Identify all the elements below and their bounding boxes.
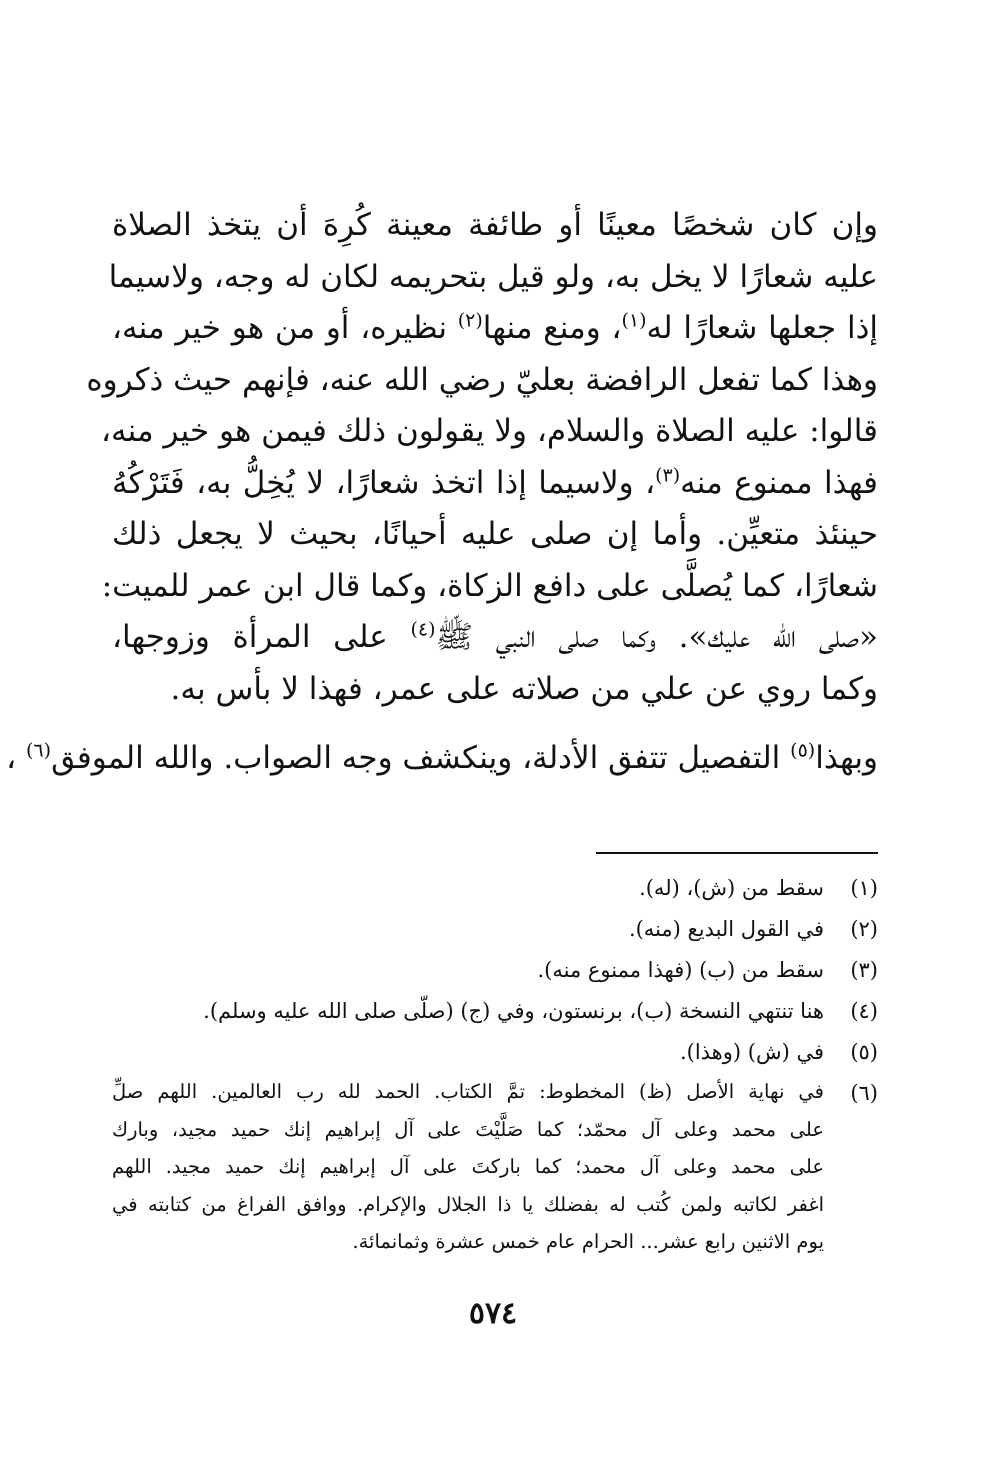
footnote-text: سقط من (ب) (فهذا ممنوع منه). [537, 958, 824, 982]
footnote-ref: (٤) [410, 618, 436, 641]
text-line: قالوا: عليه الصلاة والسلام، ولا يقولون ذلك فيمن هو خير منه، [101, 413, 878, 449]
page-number: ٥٧٤ [468, 1296, 518, 1331]
footnote-separator [596, 852, 878, 854]
footnote-line: اغفر لكاتبه ولمن كُتب له بفضلك يا ذا الجلال والإكرام. ووافق الفراغ من كتابته في [112, 1192, 824, 1216]
footnote-ref: (٢) [457, 309, 483, 332]
text-segment: ، [6, 740, 26, 776]
text-line [112, 303, 878, 355]
footnote-line: على محمد وعلى آل محمّد؛ كما صَلَّيْتَ على آل إبراهيم إنك حميد مجيد، وبارك [112, 1117, 824, 1141]
text-line: وكما روي عن علي من صلاته على عمر، فهذا لا بأس به. [170, 670, 878, 707]
footnote-number: (٢) [850, 917, 878, 941]
text-line [112, 458, 878, 510]
text-segment: نظيره، أو من هو خير منه، [112, 310, 458, 346]
closing-paragraph [6, 732, 878, 784]
text-segment: «صلى الله عليك». وكما صلى النبي ﷺ [435, 619, 878, 655]
footnote-ref: (١) [621, 309, 647, 332]
footnote-text: في (ش) (وهذا). [679, 1040, 824, 1064]
footnote [112, 1073, 878, 1261]
footnote-text: سقط من (ش)، (له). [639, 876, 824, 900]
text-segment: وبهذا [815, 740, 878, 776]
footnote-number: (٥) [850, 1040, 878, 1064]
footnote-number: (١) [850, 876, 878, 900]
footnote-number: (٣) [850, 958, 878, 982]
text-line: شعارًا، كما يُصلَّى على دافع الزكاة، وكما قال ابن عمر للميت: [101, 567, 878, 604]
footnote-number: (٤) [850, 999, 878, 1023]
footnote-text [112, 1073, 824, 1261]
footnote-ref: (٣) [655, 464, 681, 487]
text-line: حينئذ متعيِّن. وأما إن صلى عليه أحيانًا، بحيث لا يجعل ذلك [112, 516, 878, 552]
text-segment: إذا جعلها شعارًا له [646, 310, 879, 346]
text-segment: فهذا ممنوع منه [680, 464, 878, 501]
footnote [112, 909, 878, 950]
text-line: عليه شعارًا لا يخل به، ولو قيل بتحريمه لكان له وجه، ولاسيما [108, 258, 878, 295]
footnote-text: في القول البديع (منه). [628, 917, 824, 941]
footnote-line: يوم الاثنين رابع عشر... الحرام عام خمس عشرة وثمانمائة. [352, 1230, 824, 1253]
footnote-number: (٦) [850, 1081, 878, 1105]
text-segment: على المرأة وزوجها، [112, 619, 411, 655]
footnote [112, 868, 878, 909]
footnote-line: في نهاية الأصل (ظ) المخطوط: تمَّ الكتاب. الحمد لله رب العالمين. اللهم صلِّ [112, 1080, 824, 1103]
footnote-ref: (٥) [790, 739, 816, 762]
footnote-ref: (٦) [26, 739, 52, 762]
footnotes-section [112, 868, 878, 1261]
text-segment: ، ولاسيما إذا اتخذ شعارًا، لا يُخِلُّ به، فَتَرْكُهُ [112, 464, 656, 501]
footnote-text: هنا تنتهي النسخة (ب)، برنستون، وفي (ج) (صلّى صلى الله عليه وسلم). [203, 999, 824, 1023]
footnote-line: على محمد وعلى آل محمد؛ كما باركتَ على آل إبراهيم إنك حميد مجيد. اللهم [112, 1155, 824, 1178]
footnote [112, 991, 878, 1032]
main-paragraph [86, 200, 879, 715]
footnote [112, 1032, 878, 1073]
footnote [112, 950, 878, 991]
text-line: وهذا كما تفعل الرافضة بعليّ رضي الله عنه، فإنهم حيث ذكروه [86, 361, 878, 398]
text-line [112, 612, 878, 664]
text-line: وإن كان شخصًا معينًا أو طائفة معينة كُرِهَ أن يتخذ الصلاة [112, 207, 878, 243]
text-segment: التفصيل تتفق الأدلة، وينكشف وجه الصواب. والله الموفق [51, 740, 791, 776]
text-segment: ، ومنع منها [482, 310, 622, 346]
